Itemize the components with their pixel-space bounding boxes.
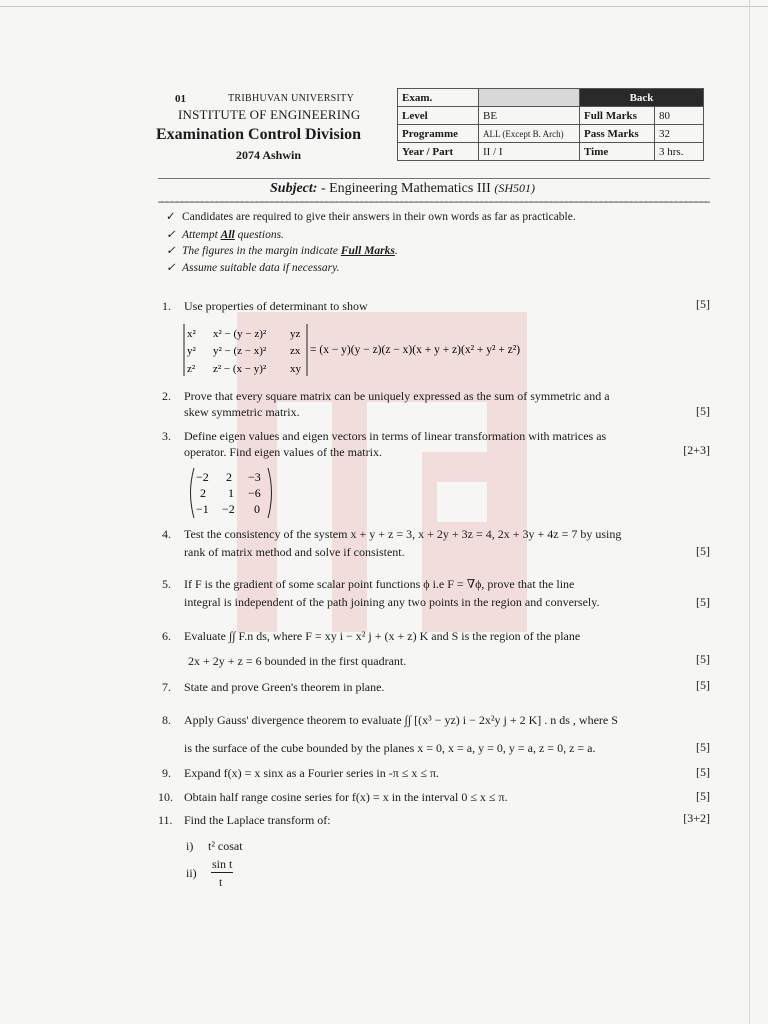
instruction-item: ✓ Attempt All questions. (166, 229, 284, 241)
table-row (398, 125, 704, 143)
question-number: 4. (162, 527, 171, 541)
check-icon: ✓ (166, 262, 176, 274)
level-label: Level (398, 107, 479, 125)
subject-label: Subject: (270, 181, 318, 196)
question-text: Expand f(x) = x sinx as a Fourier series in -π ≤ x ≤ π. (184, 766, 440, 780)
exam-meta-table (397, 88, 704, 161)
question-number: 1. (162, 299, 171, 313)
instruction-item: ✓ Candidates are required to give their answers in their own words as far as practicable. (166, 211, 576, 223)
exam-label: Exam. (398, 89, 479, 107)
question-number: 6. (162, 629, 171, 643)
table-row (398, 89, 704, 107)
det-cell: x² − (y − z)² (213, 328, 267, 340)
det-cell: z² (187, 363, 196, 375)
check-icon: ✓ (166, 211, 176, 223)
question-number: 8. (162, 713, 171, 727)
determinant-equation (180, 320, 580, 380)
question-marks: [5] (696, 789, 710, 803)
time-value: 3 hrs. (655, 143, 704, 161)
det-cell: yz (290, 328, 301, 340)
det-cell: y² (187, 345, 196, 357)
question-text: 2x + 2y + z = 6 bounded in the first quadrant. (188, 654, 407, 668)
matrix-cell: 0 (254, 502, 260, 516)
question-marks: [5] (696, 678, 710, 692)
question-text: State and prove Green's theorem in plane. (184, 680, 385, 694)
instruction-item: ✓ The figures in the margin indicate Full Marks. (166, 245, 398, 257)
question-text: Find the Laplace transform of: (184, 813, 331, 827)
part-label: i) (186, 839, 194, 853)
division-name: Examination Control Division (156, 126, 362, 143)
part-label: ii) (186, 866, 197, 880)
paper-number: 01 (175, 93, 186, 105)
question-number: 3. (162, 429, 171, 443)
question-text: operator. Find eigen values of the matrix. (184, 445, 382, 459)
question-marks: [2+3] (683, 443, 710, 457)
question-text: integral is independent of the path joining any two points in the region and conversely. (184, 595, 600, 609)
instruction-item: ✓ Assume suitable data if necessary. (166, 262, 340, 274)
university-name: TRIBHUVAN UNIVERSITY (228, 93, 355, 104)
question-number: 11. (158, 813, 173, 827)
matrix-cell: 2 (226, 470, 232, 484)
question-text: Obtain half range cosine series for f(x) = x in the interval 0 ≤ x ≤ π. (184, 790, 508, 804)
exam-session: 2074 Ashwin (236, 148, 302, 162)
matrix-cell: −1 (196, 502, 209, 516)
det-cell: x² (187, 328, 196, 340)
programme-label: Programme (398, 125, 479, 143)
full-marks-label: Full Marks (580, 107, 655, 125)
question-text: Evaluate ∫∫ F.n ds, where F = xy i − x² j + (x + z) K and S is the region of the plane (184, 629, 581, 643)
pass-marks-value: 32 (655, 125, 704, 143)
det-cell: y² − (z − x)² (213, 345, 267, 357)
question-number: 2. (162, 389, 171, 403)
matrix-cell: −2 (196, 470, 209, 484)
question-text: Apply Gauss' divergence theorem to evaluate ∫∫ [(x³ − yz) i − 2x²y j + 2 K] . n ds , where S (184, 713, 618, 727)
question-number: 7. (162, 680, 171, 694)
det-rhs: = (x − y)(y − z)(z − x)(x + y + z)(x² + y² + z²) (310, 344, 521, 356)
det-cell: zx (290, 345, 301, 357)
fraction-numerator: sin t (212, 857, 233, 871)
question-number: 10. (158, 790, 173, 804)
subject-name: - Engineering Mathematics III (320, 181, 491, 196)
question-text: Prove that every square matrix can be uniquely expressed as the sum of symmetric and a (184, 389, 610, 403)
det-cell: xy (290, 363, 301, 375)
exam-value: Back (580, 89, 704, 107)
question-number: 5. (162, 577, 171, 591)
matrix-cell: 2 (200, 486, 206, 500)
det-cell: z² − (x − y)² (213, 363, 267, 375)
check-icon: ✓ (166, 245, 176, 257)
scan-top-edge (0, 6, 768, 7)
question-marks: [3+2] (683, 811, 710, 825)
level-value: BE (479, 107, 580, 125)
pass-marks-label: Pass Marks (580, 125, 655, 143)
table-row (398, 107, 704, 125)
question-text: If F is the gradient of some scalar point functions ϕ i.e F = ∇ϕ, prove that the line (184, 577, 575, 591)
question-text: Test the consistency of the system x + y + z = 3, x + 2y + 3z = 4, 2x + 3y + 4z = 7 by using (184, 527, 622, 541)
year-part-label: Year / Part (398, 143, 479, 161)
question-marks: [5] (696, 740, 710, 754)
institute-name: INSTITUTE OF ENGINEERING (178, 107, 361, 122)
eigen-matrix (186, 466, 286, 520)
full-marks-value: 80 (655, 107, 704, 125)
question-text: rank of matrix method and solve if consistent. (184, 545, 405, 559)
question-marks: [5] (696, 544, 710, 558)
question-marks: [5] (696, 595, 710, 609)
question-text: is the surface of the cube bounded by the planes x = 0, x = a, y = 0, y = a, z = 0, z = a. (184, 741, 596, 755)
question-marks: [5] (696, 297, 710, 311)
fraction-denominator: t (219, 875, 223, 889)
table-row (398, 143, 704, 161)
part-expression: t² cosat (208, 839, 243, 853)
question-text: Define eigen values and eigen vectors in terms of linear transformation with matrices as (184, 429, 607, 443)
time-label: Time (580, 143, 655, 161)
year-part-value: II / I (479, 143, 580, 161)
scan-right-edge (749, 0, 750, 1024)
subject-line (270, 181, 535, 197)
matrix-cell: −2 (222, 502, 235, 516)
question-marks: [5] (696, 404, 710, 418)
divider (158, 201, 710, 203)
matrix-cell: −3 (248, 470, 261, 484)
question-marks: [5] (696, 652, 710, 666)
subject-code: (SH501) (494, 181, 536, 195)
matrix-cell: −6 (248, 486, 261, 500)
question-text: Use properties of determinant to show (184, 299, 368, 313)
divider (158, 178, 710, 179)
programme-value: ALL (Except B. Arch) (479, 125, 580, 143)
question-marks: [5] (696, 765, 710, 779)
check-icon: ✓ (166, 229, 176, 241)
question-number: 9. (162, 766, 171, 780)
question-text: skew symmetric matrix. (184, 405, 300, 419)
matrix-cell: 1 (228, 486, 234, 500)
